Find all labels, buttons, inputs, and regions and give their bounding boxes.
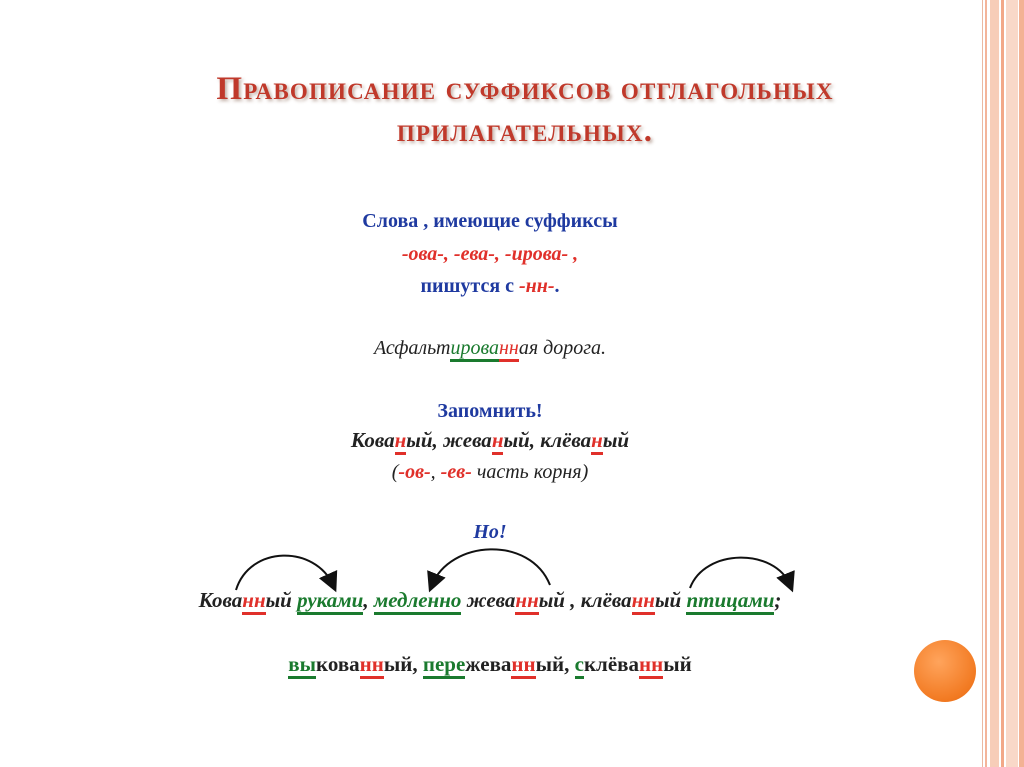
slide-title xyxy=(90,68,960,152)
ex-part: Кова xyxy=(198,588,243,612)
but-heading: Но! xyxy=(473,521,507,543)
ex-dependent: птицами xyxy=(686,588,774,615)
ex-nn: нн xyxy=(515,588,538,615)
rule-line-3 xyxy=(0,275,980,298)
remember-words xyxy=(0,428,980,453)
prefix: с xyxy=(575,652,584,679)
pre-part: клёва xyxy=(583,652,639,676)
frame-line xyxy=(982,0,983,767)
decor-stripe xyxy=(1006,0,1018,767)
remember-note xyxy=(0,461,980,484)
ex-dependent: руками xyxy=(297,588,363,615)
note-ev: -ев- xyxy=(440,461,472,483)
rule-line-1: Слова , имеющие суффиксы xyxy=(362,210,618,232)
ex-part: ; xyxy=(774,588,782,612)
word-n: н xyxy=(395,428,407,455)
arrow-arc xyxy=(690,558,790,588)
word-n: н xyxy=(591,428,603,455)
pre-nn: нн xyxy=(639,652,663,679)
note-part: ( xyxy=(391,461,399,483)
pre-part: жева xyxy=(465,652,512,676)
word-part: жева xyxy=(443,428,492,452)
prefix: вы xyxy=(288,652,316,679)
word-part: ый xyxy=(602,428,630,452)
ex-part: ый , клёва xyxy=(538,588,632,612)
decor-stripe xyxy=(1019,0,1024,767)
rule-text: пишутся с xyxy=(420,275,520,297)
word-part: Кова xyxy=(350,428,395,452)
note-part: , xyxy=(430,461,441,483)
pre-part: ый xyxy=(663,652,692,676)
remember-heading: Запомнить! xyxy=(437,400,543,422)
ex-nn: нн xyxy=(632,588,655,615)
arrow-arc xyxy=(236,556,333,590)
word-part: ый, xyxy=(503,428,541,452)
example-root: Асфальт xyxy=(373,337,451,359)
decor-stripe xyxy=(985,0,987,767)
prefixed-line xyxy=(0,652,980,677)
prefix: пере xyxy=(423,652,465,679)
note-part: часть корня) xyxy=(471,461,589,483)
example-sentence xyxy=(0,337,980,360)
word-part: клёва xyxy=(540,428,592,452)
ex-part: жева xyxy=(461,588,516,612)
example-rest: ая дорога. xyxy=(518,337,607,359)
word-n: н xyxy=(492,428,504,455)
ex-dependent: медленно xyxy=(374,588,462,615)
ex-part: , xyxy=(363,588,374,612)
decor-stripe xyxy=(990,0,999,767)
title-line-2: прилагательных. xyxy=(396,113,654,149)
pre-part: ый, xyxy=(383,652,423,676)
rule-suffixes: -ова-, -ева-, -ирова- , xyxy=(401,243,579,265)
example-suffix: ирова xyxy=(450,337,499,362)
pre-nn: нн xyxy=(360,652,384,679)
ex-part: ый xyxy=(654,588,687,612)
rule-nn: -нн- xyxy=(519,275,555,297)
arrow-arc xyxy=(432,549,550,585)
ex-part: ый xyxy=(265,588,298,612)
pre-nn: нн xyxy=(511,652,535,679)
word-part: ый, xyxy=(406,428,444,452)
rule-period: . xyxy=(554,275,560,297)
note-ov: -ов- xyxy=(398,461,431,483)
example-nn: нн xyxy=(499,337,519,362)
exceptions-line xyxy=(0,588,980,613)
ex-nn: нн xyxy=(242,588,265,615)
title-line-1: Правописание суффиксов отглагольных xyxy=(216,71,834,107)
pre-part: кова xyxy=(316,652,360,676)
decor-stripe xyxy=(1001,0,1004,767)
pre-part: ый, xyxy=(535,652,575,676)
